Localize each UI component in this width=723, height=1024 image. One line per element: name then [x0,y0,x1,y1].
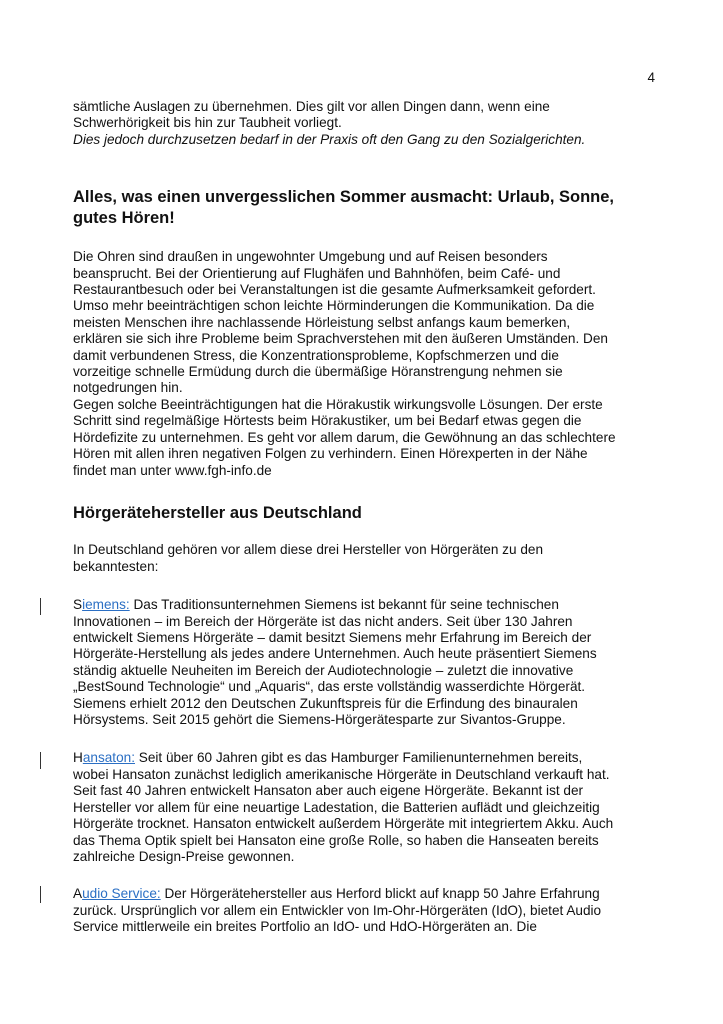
text-line: Audio Service: Der Hörgerätehersteller aus Herford blickt auf knapp 50 Jahre Erfahrung [73,886,600,902]
summer-paragraph [73,249,663,479]
text-line: Gegen solche Beeinträchtigungen hat die Hörakustik wirkungsvolle Lösungen. Der erste [73,396,603,412]
text-line: damit verbundenen Stress, die Konzentrationsprobleme, Kopfschmerzen und die [73,347,559,363]
text-line: erklären sie sich ihre Probleme beim Sprachverstehen mit den äußeren Umständen. Den [73,331,608,347]
hansaton-link[interactable]: ansaton: [82,750,135,766]
change-bar [40,752,41,769]
text-line: zahlreiche Design-Preise gewonnen. [73,848,295,864]
text-line: Die Ohren sind draußen in ungewohnter Umgebung und auf Reisen besonders [73,249,548,265]
intro-paragraph [73,99,663,148]
text-line: Hörgeräte trocknet. Hansaton entwickelt außerdem Hörgeräte mit integriertem Akku. Auch [73,816,614,832]
section-heading-summer: Alles, was einen unvergesslichen Sommer ausmacht: Urlaub, Sonne, gutes Hören! [73,188,615,227]
text-line: Service mittlerweile ein breites Portfolio an IdO- und HdO-Hörgeräten an. Die [73,919,537,935]
text-line: beansprucht. Bei der Orientierung auf Flughäfen und Bahnhöfen, beim Café- und [73,265,561,281]
text-line: bekanntesten: [73,558,159,574]
text-line: Siemens: Das Traditionsunternehmen Siemens ist bekannt für seine technischen [73,597,559,613]
text-line: Seit fast 40 Jahren entwickelt Hansaton aber auch eigene Hörgeräte. Bekannt ist der [73,783,584,799]
text-line: Restaurantbesuch oder bei Veranstaltungen ist die gesamte Aufmerksamkeit gefordert. [73,282,596,298]
text-line: Siemens erhielt 2012 den Deutschen Zukunftspreis für die Erfindung des binauralen [73,695,578,711]
audio-service-link[interactable]: udio Service: [82,886,161,902]
text-line: Hörgeräte-Herstellung als jedes andere Unternehmen. Auch heute präsentiert Siemens [73,646,597,662]
text-line: notgedrungen hin. [73,380,183,396]
text-line: Schritt sind regelmäßige Hörtests beim Hörakustiker, um bei Bedarf etwas gegen die [73,413,582,429]
audio-service-paragraph [73,886,663,935]
change-bar [40,598,41,615]
text-line: Schwerhörigkeit bis hin zur Taubheit vorliegt. [73,115,342,131]
text-line: Hören mit allen ihren negativen Folgen zu verhindern. Einen Hörexperten in der Nähe [73,446,588,462]
text-line: entwickelt Siemens Hörgeräte – damit besitzt Siemens mehr Erfahrung im Bereich der [73,630,592,646]
text-line: ständig aktuelle Neuheiten im Bereich der Audiotechnologie – zuletzt die innovative [73,662,574,678]
text-line: findet man unter www.fgh-info.de [73,462,272,478]
italic-note: Dies jedoch durchzusetzen bedarf in der Praxis oft den Gang zu den Sozialgerichten. [73,131,586,147]
change-bar [40,886,41,903]
text-line: zurück. Ursprünglich vor allem ein Entwickler von Im-Ohr-Hörgeräten (IdO), bietet Audio [73,902,602,918]
manufacturers-intro [73,542,663,575]
text-line: „BestSound Technologie“ und „Aquaris“, das erste vollständig wasserdichte Hörgerät. [73,679,586,695]
text-line: vorzeitige schnelle Ermüdung durch die übermäßige Höranstrengung nehmen sie [73,364,563,380]
siemens-link[interactable]: iemens: [82,597,130,613]
text-line: wobei Hansaton zunächst lediglich amerikanische Hörgeräte in Deutschland verkauft hat. [73,766,610,782]
document-body [73,99,663,936]
text-line: Hörsystems. Seit 2015 gehört die Siemens-Hörgerätesparte zur Sivantos-Gruppe. [73,712,566,728]
text-line: das Thema Optik spielt bei Hansaton eine große Rolle, so haben die Hanseaten bereits [73,832,599,848]
text-line: Hansaton: Seit über 60 Jahren gibt es das Hamburger Familienunternehmen bereits, [73,750,583,766]
text-line: Hördefizite zu unternehmen. Es geht vor allem darum, die Gewöhnung an das schlechtere [73,429,616,445]
text-line: Innovationen – im Bereich der Hörgeräte ist das nicht anders. Seit über 130 Jahren [73,613,573,629]
hansaton-paragraph [73,750,663,865]
text-line: In Deutschland gehören vor allem diese drei Hersteller von Hörgeräten zu den [73,542,543,558]
text-line: sämtliche Auslagen zu übernehmen. Dies gilt vor allen Dingen dann, wenn eine [73,99,550,114]
siemens-paragraph [73,597,663,728]
text-line: Hersteller vor allem für eine neuartige Ladestation, die Batterien auflädt und gleichzeitig [73,799,600,815]
section-heading-manufacturers: Hörgerätehersteller aus Deutschland [73,503,362,522]
text-line: meisten Menschen ihre nachlassende Hörleistung selbst anfangs kaum bemerken, [73,314,571,330]
text-line: Umso mehr beeinträchtigen schon leichte Hörminderungen die Kommunikation. Da die [73,298,595,314]
page-number: 4 [647,70,655,85]
